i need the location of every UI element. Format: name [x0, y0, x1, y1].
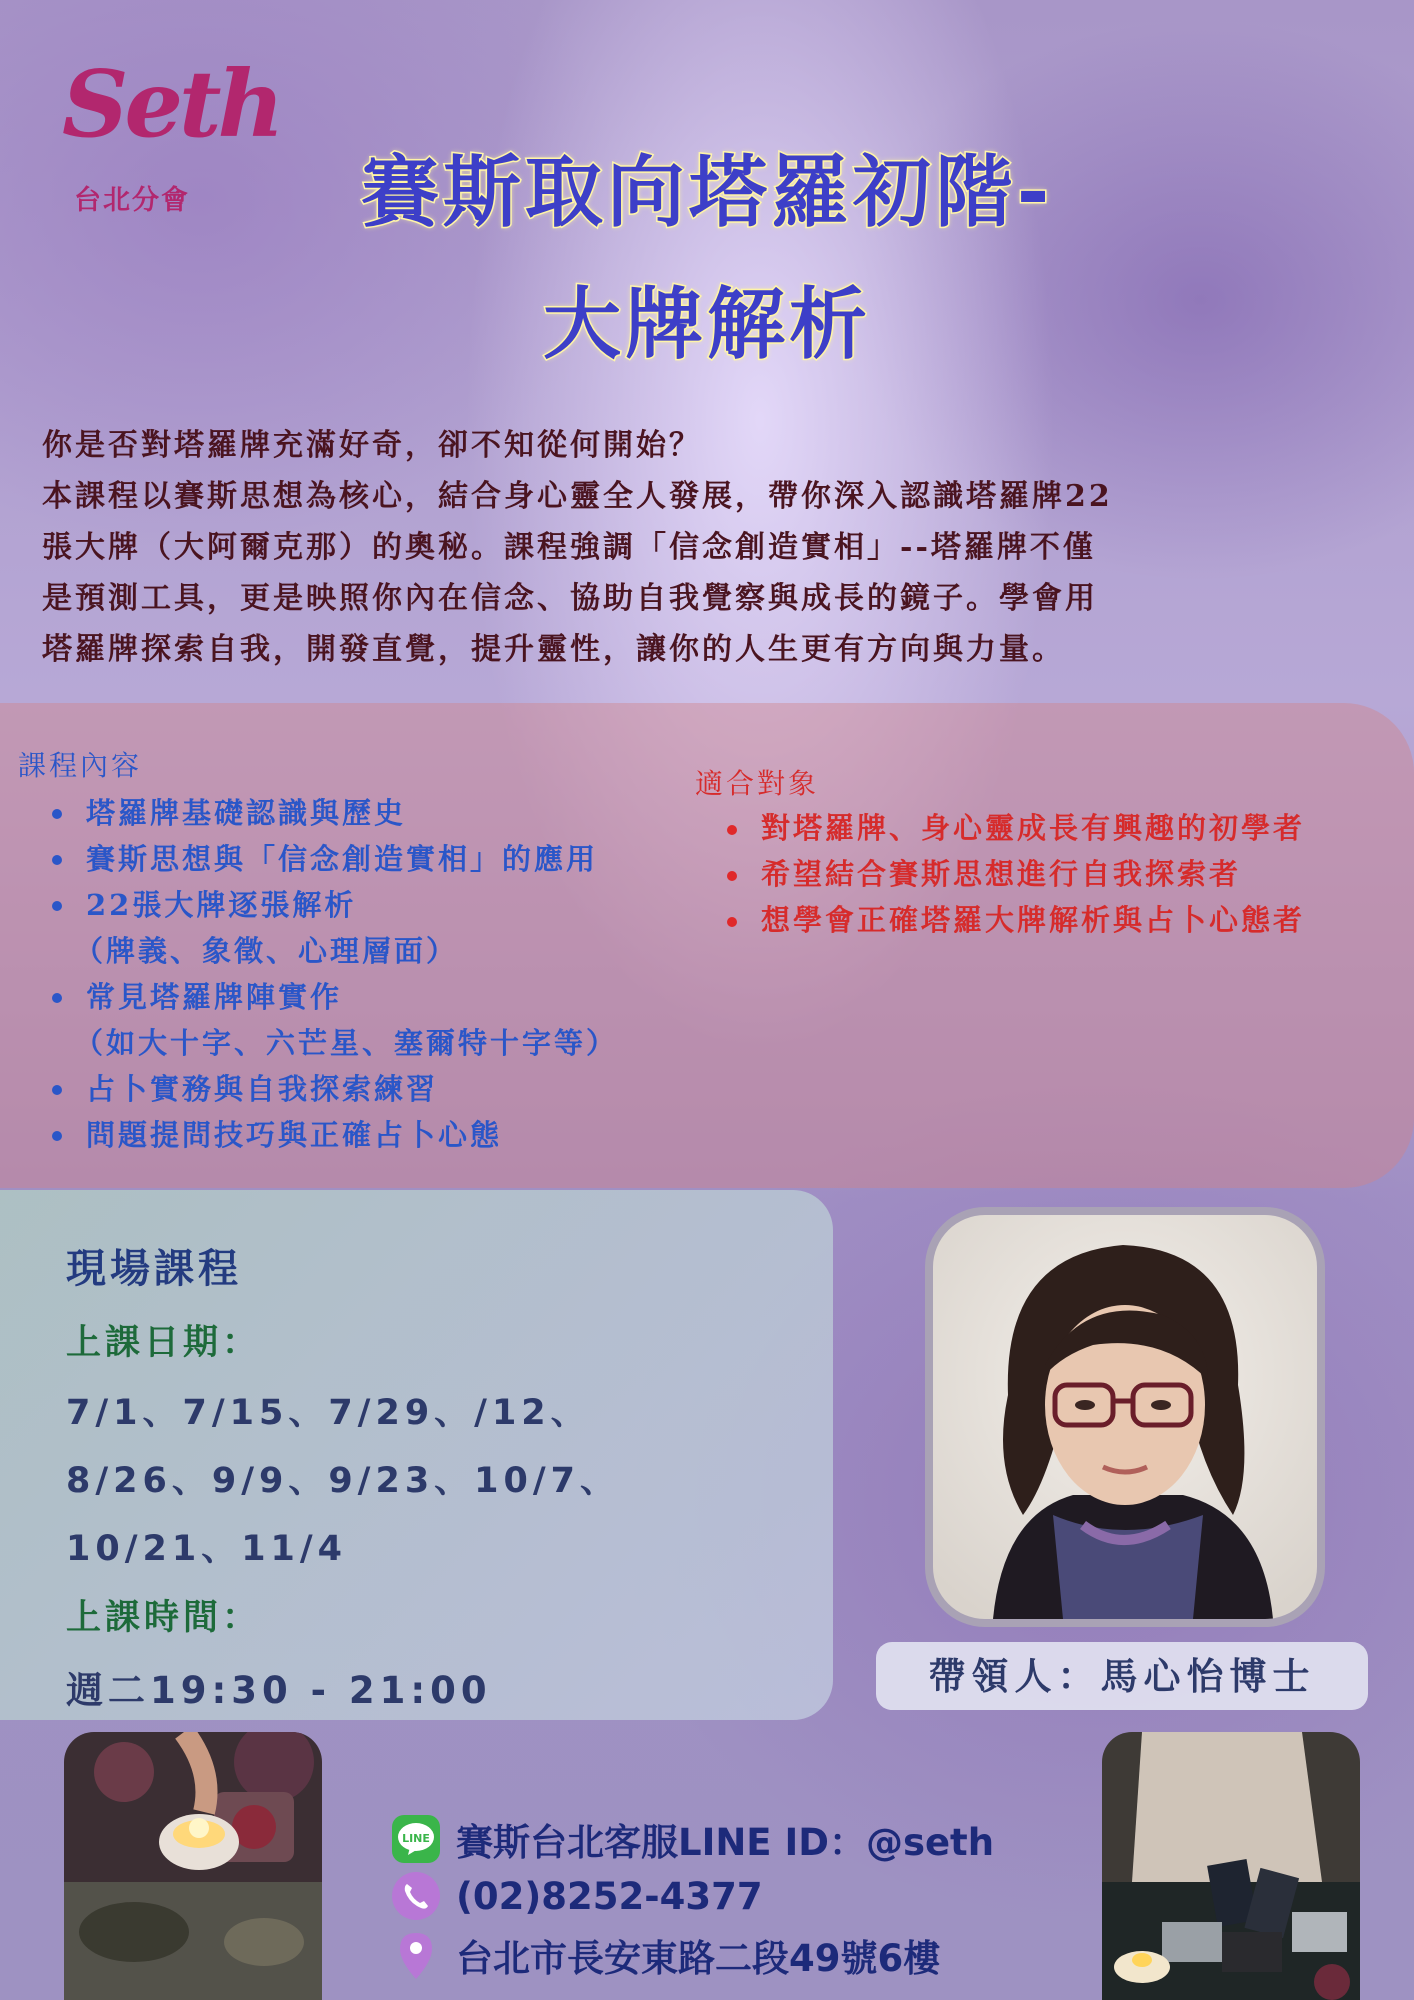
list-item	[50, 836, 618, 882]
list-item-text: 占卜實務與自我探索練習	[86, 1072, 439, 1106]
bullet-icon	[52, 1085, 62, 1095]
svg-text:LINE: LINE	[402, 1832, 430, 1845]
list-item	[50, 790, 618, 836]
bullet-icon	[727, 917, 737, 927]
intro-line: 本課程以賽斯思想為核心，結合身心靈全人發展，帶你深入認識塔羅牌22	[42, 479, 1113, 514]
address-text: 台北市長安東路二段49號6樓	[456, 1937, 941, 1980]
address-contact[interactable]	[390, 1928, 940, 1982]
page-title-line-1: 賽斯取向塔羅初階-	[360, 148, 1054, 238]
list-item-continuation: （如大十字、六芒星、塞爾特十字等）	[74, 1026, 619, 1060]
candle-herbs-photo	[64, 1732, 322, 2000]
bullet-icon	[727, 871, 737, 881]
intro-line: 塔羅牌探索自我，開發直覺，提升靈性，讓你的人生更有方向與力量。	[42, 632, 1065, 667]
line-icon	[390, 1813, 442, 1865]
list-item	[50, 1112, 618, 1158]
list-item-text: 塔羅牌基礎認識與歷史	[86, 796, 407, 830]
list-item-text: 常見塔羅牌陣實作	[86, 980, 343, 1014]
list-item-text: 想學會正確塔羅大牌解析與占卜心態者	[761, 903, 1306, 937]
list-item-text: 希望結合賽斯思想進行自我探索者	[761, 857, 1242, 891]
phone-icon	[390, 1870, 442, 1922]
bullet-icon	[52, 901, 62, 911]
date-line: 10/21、11/4	[66, 1529, 348, 1569]
map-pin-icon	[390, 1929, 442, 1981]
intro-line: 張大牌（大阿爾克那）的奧秘。課程強調「信念創造實相」--塔羅牌不僅	[42, 530, 1096, 565]
target-audience-heading: 適合對象	[695, 767, 820, 800]
leader-label: 帶領人：馬心怡博士	[876, 1642, 1368, 1710]
bullet-icon	[52, 1131, 62, 1141]
course-content-list	[50, 790, 618, 1158]
logo-word: Seth	[62, 50, 281, 158]
bullet-icon	[52, 809, 62, 819]
intro-line: 是預測工具，更是映照你內在信念、協助自我覺察與成長的鏡子。學會用	[42, 581, 1098, 616]
target-audience-list	[725, 805, 1305, 943]
intro-line: 你是否對塔羅牌充滿好奇，卻不知從何開始？	[42, 428, 702, 463]
list-item-text: 賽斯思想與「信念創造實相」的應用	[86, 842, 599, 876]
date-label: 上課日期：	[66, 1323, 262, 1363]
phone-contact[interactable]	[390, 1870, 763, 1922]
bullet-icon	[52, 855, 62, 865]
phone-number-text: (02)8252-4377	[456, 1874, 763, 1918]
leader-portrait	[925, 1207, 1325, 1627]
line-contact[interactable]	[390, 1812, 994, 1866]
list-item	[50, 1066, 618, 1112]
date-line: 7/1、7/15、7/29、/12、	[66, 1393, 591, 1433]
course-content-heading: 課程內容	[18, 749, 143, 782]
list-item	[50, 974, 618, 1066]
list-item-text: 22張大牌逐張解析	[86, 888, 357, 922]
portrait-photo	[933, 1215, 1317, 1619]
list-item-text: 問題提問技巧與正確占卜心態	[86, 1118, 503, 1152]
list-item-continuation: （牌義、象徵、心理層面）	[74, 934, 459, 968]
page-title-line-2: 大牌解析	[542, 280, 871, 370]
line-id-text: 賽斯台北客服LINE ID：@seth	[456, 1821, 995, 1864]
course-type-title: 現場課程	[66, 1246, 242, 1292]
tarot-cards-photo	[1102, 1732, 1360, 2000]
time-label: 上課時間：	[66, 1598, 262, 1638]
list-item	[725, 805, 1305, 851]
intro-paragraph	[42, 420, 1372, 675]
bullet-icon	[727, 825, 737, 835]
logo-subtitle: 台北分會	[74, 185, 190, 216]
date-line: 8/26、9/9、9/23、10/7、	[66, 1461, 621, 1501]
list-item	[725, 897, 1305, 943]
time-value: 週二19:30 - 21:00	[66, 1669, 492, 1712]
list-item	[50, 882, 618, 974]
bullet-icon	[52, 993, 62, 1003]
list-item-text: 對塔羅牌、身心靈成長有興趣的初學者	[761, 811, 1306, 845]
list-item	[725, 851, 1305, 897]
